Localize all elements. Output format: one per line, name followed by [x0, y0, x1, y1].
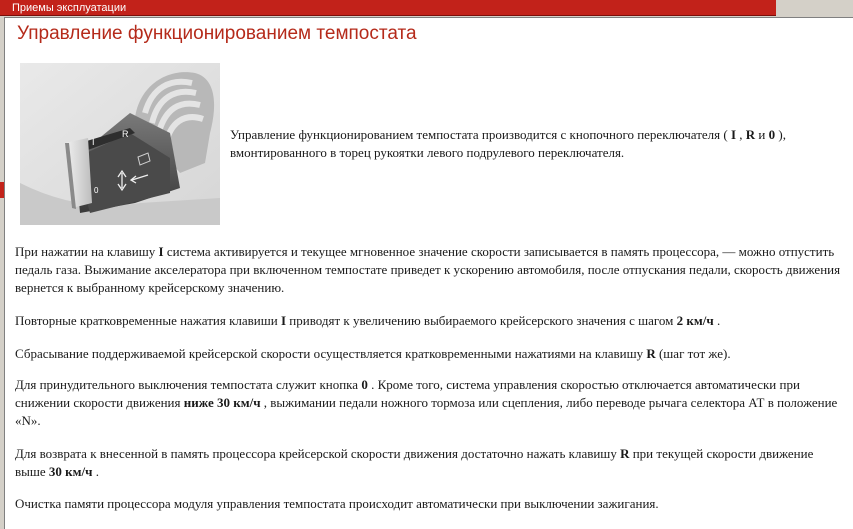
intro-paragraph: Управление функционированием темпостата производится с кнопочного переключателя ( I , R и 0 ), вмонтированного в торец рукоятки левого подрулевого переключателя. — [230, 127, 786, 160]
paragraph-activation: При нажатии на клавишу I система активируется и текущее мгновенное значение скорости записывается в память процессора, — можно отпустить педаль газа. Выжимание акселератора при включенном темпостате приведет к ускорению автомобиля, после отпускания педали, скорость движения вернется к выбранному крейсерскому значению. — [15, 244, 841, 295]
switch-label-r: R — [122, 129, 129, 139]
paragraph-decrease: Сбрасывание поддерживаемой крейсерской скорости осуществляется кратковременными нажатиями на клавишу R (шаг тот же). — [15, 346, 731, 361]
switch-label-0: 0 — [94, 186, 99, 195]
cruise-control-switch-photo — [20, 63, 220, 225]
paragraph-increase: Повторные кратковременные нажатия клавиши I приводят к увеличению выбираемого крейсерского значения с шагом 2 км/ч . — [15, 313, 721, 328]
frame-strip — [776, 0, 853, 17]
paragraph-memory-clear: Очистка памяти процессора модуля управления темпостата происходит автоматически при выключении зажигания. — [15, 496, 659, 511]
section-header-title: Приемы эксплуатации — [12, 2, 127, 14]
page-title: Управление функционированием темпостата — [17, 23, 417, 44]
section-header-bar — [0, 0, 776, 16]
cruise-control-switch-illustration — [20, 63, 220, 225]
document-content — [4, 17, 853, 529]
paragraph-deactivation: Для принудительного выключения темпостата служит кнопка 0 . Кроме того, система управления скоростью отключается автоматически при снижении скорости движения ниже 30 км/ч , выжимании педали ножного тормоза или сцепления, либо переводе рычага селектора АТ в положение «N». — [15, 377, 838, 428]
switch-label-i: I — [92, 137, 95, 147]
paragraph-resume: Для возврата к внесенной в память процессора крейсерской скорости движения достаточно нажать клавишу R при текущей скорости движение выше 30 км/ч . — [15, 446, 814, 479]
